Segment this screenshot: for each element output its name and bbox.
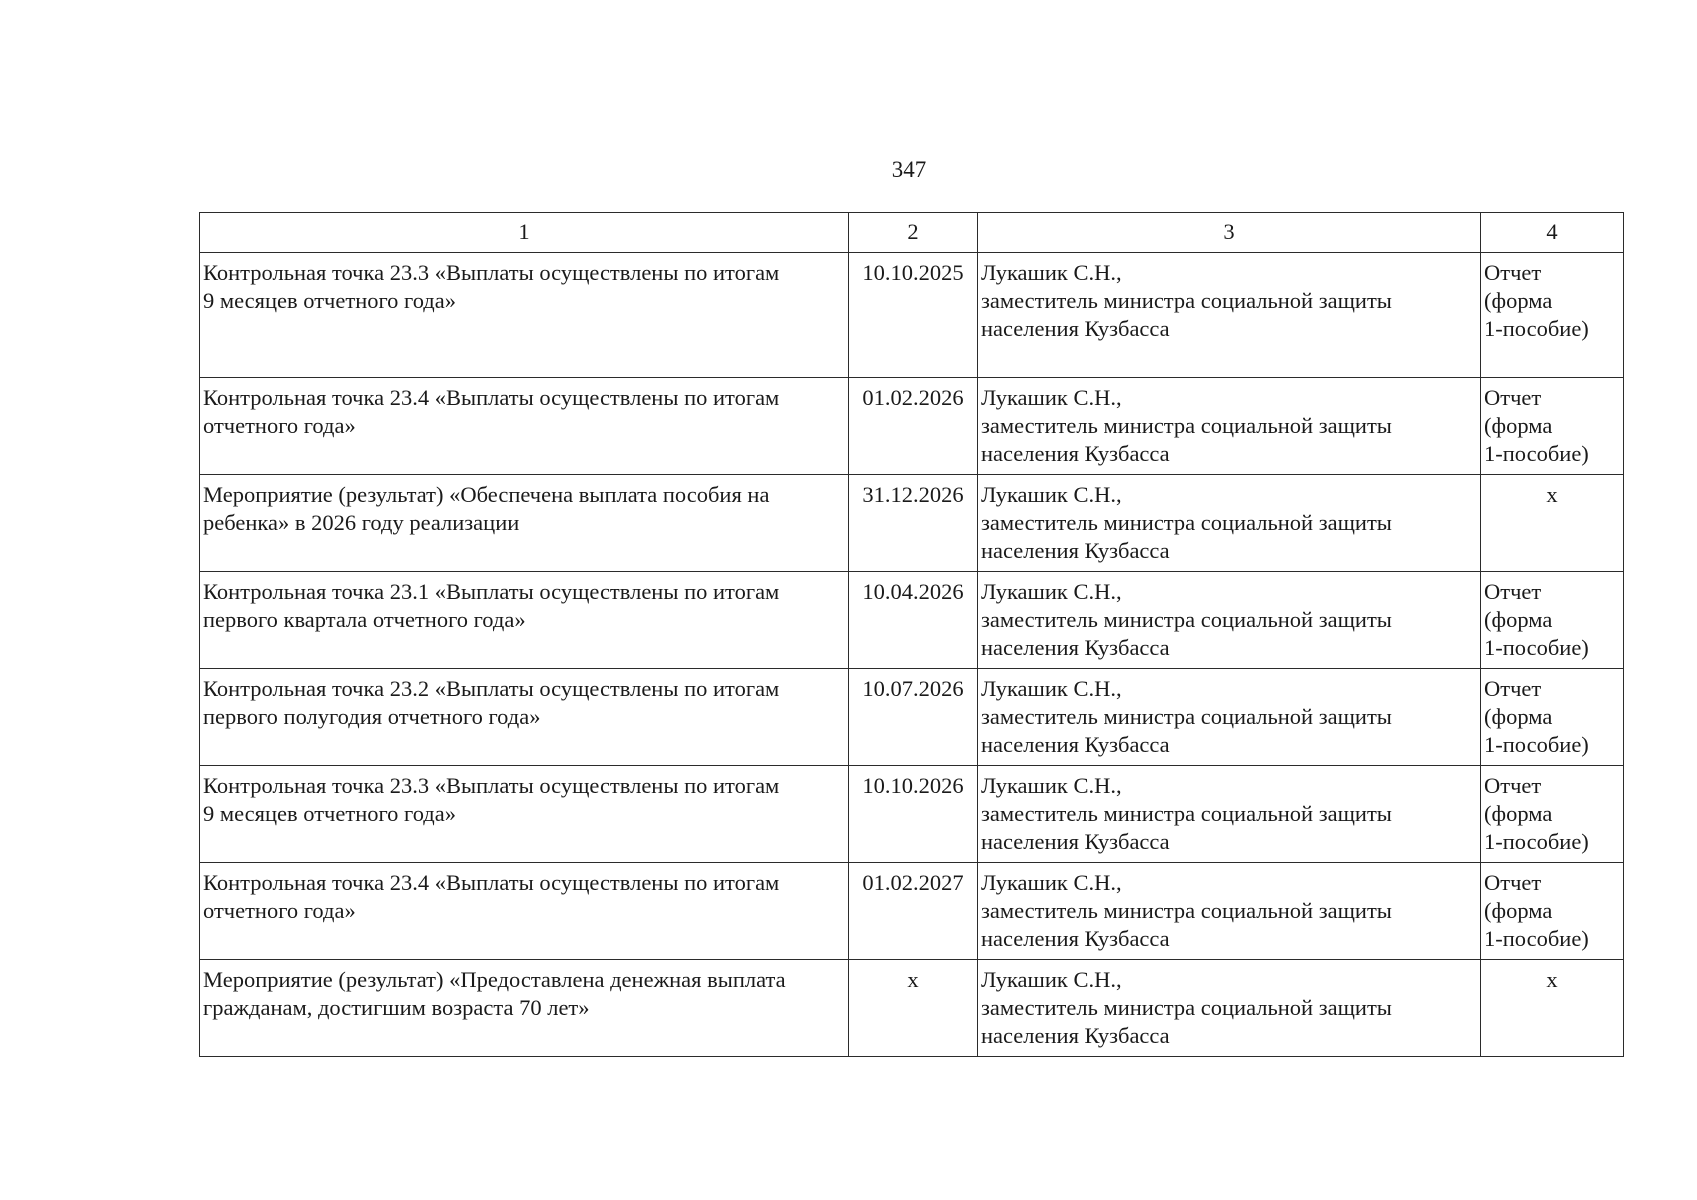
date-cell: 01.02.2027 [849, 863, 978, 960]
column-header-2: 2 [849, 213, 978, 253]
document-cell-line: 1-пособие) [1484, 926, 1589, 951]
responsible-cell-line: Лукашик С.Н., [981, 260, 1122, 285]
document-cell-line: Отчет [1484, 260, 1542, 285]
table-row [200, 572, 1624, 669]
document-cell-line: (форма [1484, 898, 1553, 923]
responsible-cell-line: Лукашик С.Н., [981, 967, 1122, 992]
responsible-cell-line: заместитель министра социальной защиты [981, 288, 1392, 313]
responsible-cell [978, 863, 1481, 960]
responsible-cell-line: населения Кузбасса [981, 316, 1170, 341]
event-cell [200, 378, 849, 475]
date-cell: 10.10.2026 [849, 766, 978, 863]
document-cell-line: 1-пособие) [1484, 829, 1589, 854]
event-cell-line: ребенка» в 2026 году реализации [203, 510, 520, 535]
document-cell-line: 1-пособие) [1484, 316, 1589, 341]
document-cell-line: 1-пособие) [1484, 732, 1589, 757]
column-header-1: 1 [200, 213, 849, 253]
responsible-cell-line: Лукашик С.Н., [981, 676, 1122, 701]
date-cell: 31.12.2026 [849, 475, 978, 572]
responsible-cell-line: заместитель министра социальной защиты [981, 801, 1392, 826]
responsible-cell [978, 475, 1481, 572]
event-cell-line: Мероприятие (результат) «Обеспечена выплата пособия на [203, 482, 770, 507]
table-row [200, 253, 1624, 378]
responsible-cell-line: населения Кузбасса [981, 732, 1170, 757]
document-cell-line: x [1546, 482, 1558, 507]
responsible-cell-line: населения Кузбасса [981, 441, 1170, 466]
date-cell: 10.10.2025 [849, 253, 978, 378]
event-cell-line: 9 месяцев отчетного года» [203, 801, 456, 826]
event-cell [200, 960, 849, 1057]
responsible-cell-line: Лукашик С.Н., [981, 579, 1122, 604]
table-row [200, 378, 1624, 475]
table-row [200, 863, 1624, 960]
document-cell-line: (форма [1484, 288, 1553, 313]
event-cell-line: 9 месяцев отчетного года» [203, 288, 456, 313]
responsible-cell-line: Лукашик С.Н., [981, 482, 1122, 507]
document-cell [1481, 253, 1624, 378]
event-cell [200, 669, 849, 766]
document-cell [1481, 960, 1624, 1057]
document-cell-line: Отчет [1484, 773, 1542, 798]
responsible-cell-line: населения Кузбасса [981, 538, 1170, 563]
date-cell: 10.07.2026 [849, 669, 978, 766]
page-number: 347 [891, 157, 927, 182]
responsible-cell-line: Лукашик С.Н., [981, 773, 1122, 798]
responsible-cell-line: заместитель министра социальной защиты [981, 607, 1392, 632]
event-cell-line: отчетного года» [203, 898, 356, 923]
event-cell-line: Контрольная точка 23.3 «Выплаты осуществлены по итогам [203, 773, 780, 798]
responsible-cell-line: населения Кузбасса [981, 926, 1170, 951]
document-cell [1481, 475, 1624, 572]
table-header [200, 213, 1624, 253]
responsible-cell-line: населения Кузбасса [981, 1023, 1170, 1048]
table-body [200, 253, 1624, 1057]
table-row [200, 475, 1624, 572]
responsible-cell [978, 253, 1481, 378]
event-cell [200, 572, 849, 669]
event-cell [200, 863, 849, 960]
event-cell-line: первого полугодия отчетного года» [203, 704, 541, 729]
document-cell [1481, 863, 1624, 960]
document-cell [1481, 766, 1624, 863]
event-cell-line: Контрольная точка 23.2 «Выплаты осуществлены по итогам [203, 676, 780, 701]
document-cell-line: (форма [1484, 413, 1553, 438]
responsible-cell [978, 766, 1481, 863]
responsible-cell [978, 960, 1481, 1057]
column-header-4: 4 [1481, 213, 1624, 253]
responsible-cell-line: населения Кузбасса [981, 635, 1170, 660]
responsible-cell-line: заместитель министра социальной защиты [981, 413, 1392, 438]
document-cell-line: Отчет [1484, 385, 1542, 410]
event-cell-line: первого квартала отчетного года» [203, 607, 526, 632]
event-cell-line: Контрольная точка 23.4 «Выплаты осуществлены по итогам [203, 385, 780, 410]
responsible-cell-line: заместитель министра социальной защиты [981, 704, 1392, 729]
document-cell-line: Отчет [1484, 579, 1542, 604]
event-cell-line: гражданам, достигшим возраста 70 лет» [203, 995, 590, 1020]
event-cell-line: Контрольная точка 23.1 «Выплаты осуществлены по итогам [203, 579, 780, 604]
table-row [200, 766, 1624, 863]
document-cell-line: 1-пособие) [1484, 441, 1589, 466]
date-cell: 01.02.2026 [849, 378, 978, 475]
table-row [200, 960, 1624, 1057]
date-cell: 10.04.2026 [849, 572, 978, 669]
header-row [200, 213, 1624, 253]
event-cell [200, 253, 849, 378]
document-cell [1481, 378, 1624, 475]
responsible-cell [978, 669, 1481, 766]
document-cell [1481, 572, 1624, 669]
document-cell-line: Отчет [1484, 676, 1542, 701]
responsible-cell [978, 378, 1481, 475]
responsible-cell [978, 572, 1481, 669]
responsible-cell-line: заместитель министра социальной защиты [981, 995, 1392, 1020]
document-cell-line: (форма [1484, 801, 1553, 826]
event-cell-line: отчетного года» [203, 413, 356, 438]
document-cell-line: (форма [1484, 607, 1553, 632]
event-cell-line: Мероприятие (результат) «Предоставлена денежная выплата [203, 967, 786, 992]
column-header-3: 3 [978, 213, 1481, 253]
responsible-cell-line: заместитель министра социальной защиты [981, 510, 1392, 535]
document-cell-line: (форма [1484, 704, 1553, 729]
document-cell-line: 1-пособие) [1484, 635, 1589, 660]
responsible-cell-line: Лукашик С.Н., [981, 385, 1122, 410]
document-cell-line: x [1546, 967, 1558, 992]
responsible-cell-line: заместитель министра социальной защиты [981, 898, 1392, 923]
event-cell-line: Контрольная точка 23.4 «Выплаты осуществлены по итогам [203, 870, 780, 895]
event-cell-line: Контрольная точка 23.3 «Выплаты осуществлены по итогам [203, 260, 780, 285]
responsible-cell-line: населения Кузбасса [981, 829, 1170, 854]
responsible-cell-line: Лукашик С.Н., [981, 870, 1122, 895]
plan-table [199, 212, 1624, 1057]
event-cell [200, 475, 849, 572]
table-row [200, 669, 1624, 766]
document-cell [1481, 669, 1624, 766]
date-cell: x [849, 960, 978, 1057]
document-cell-line: Отчет [1484, 870, 1542, 895]
event-cell [200, 766, 849, 863]
